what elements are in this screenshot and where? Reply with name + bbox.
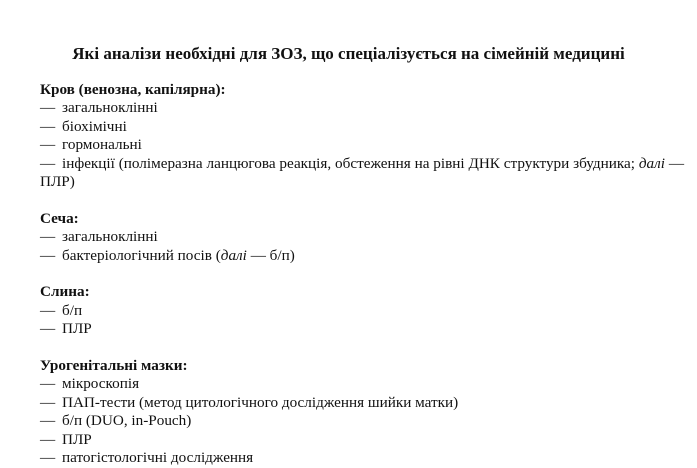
list-item — [22, 431, 684, 449]
list-item — [22, 247, 684, 265]
list-item — [22, 394, 684, 412]
item-text: б/п (DUO, in-Pouch) — [62, 412, 192, 430]
list-item — [22, 99, 684, 117]
dash-mark: — — [40, 301, 56, 319]
document-body — [22, 81, 684, 467]
item-text: гормональні — [62, 136, 142, 154]
list-item — [22, 375, 684, 393]
dash-mark: — — [40, 228, 56, 246]
page-title: Які аналізи необхідні для ЗОЗ, що спеціалізується на сімейній медицині — [72, 44, 625, 63]
list-item — [22, 155, 684, 192]
dash-mark: — — [40, 154, 56, 172]
item-text: ПЛР — [62, 320, 92, 338]
item-text: б/п — [62, 301, 83, 319]
dash-mark: — — [40, 320, 56, 338]
section-saliva — [22, 283, 684, 338]
section-blood — [22, 81, 684, 191]
item-text-italic: далі — [638, 154, 665, 172]
list-item — [22, 228, 684, 246]
item-text: — ПЛР) — [40, 154, 685, 191]
list-item — [22, 412, 684, 430]
dash-mark: — — [40, 393, 56, 411]
dash-mark: — — [40, 375, 56, 393]
list-item — [22, 320, 684, 338]
item-text: патогістологічні дослідження — [62, 449, 254, 467]
item-text: інфекції (полімеразна ланцюгова реакція, обстеження на рівні ДНК структури збудника; — [62, 154, 639, 172]
dash-mark: — — [40, 412, 56, 430]
item-text: бактеріологічний посів ( — [62, 246, 221, 264]
item-text-italic: далі — [220, 246, 247, 264]
dash-mark: — — [40, 136, 56, 154]
dash-mark: — — [40, 99, 56, 117]
item-text: — б/п) — [246, 246, 295, 264]
item-text: біохімічні — [62, 117, 127, 135]
list-item — [22, 136, 684, 154]
section-heading: Кров (венозна, капілярна): — [40, 81, 226, 98]
item-text: загальноклінні — [62, 228, 158, 246]
dash-mark: — — [40, 117, 56, 135]
section-urogenital — [22, 357, 684, 467]
section-heading: Урогенітальні мазки: — [40, 357, 188, 375]
dash-mark: — — [40, 246, 56, 264]
item-text: мікроскопія — [62, 375, 140, 393]
item-text: ПЛР — [62, 430, 92, 448]
section-heading: Сеча: — [40, 209, 79, 227]
section-urine — [22, 210, 684, 265]
section-heading: Слина: — [40, 283, 90, 301]
list-item — [22, 449, 684, 467]
list-item — [22, 118, 684, 136]
item-text: ПАП-тести (метод цитологічного дослідження шийки матки) — [62, 393, 459, 411]
dash-mark: — — [40, 430, 56, 448]
item-text: загальноклінні — [62, 99, 158, 117]
dash-mark: — — [40, 449, 56, 467]
list-item — [22, 302, 684, 320]
